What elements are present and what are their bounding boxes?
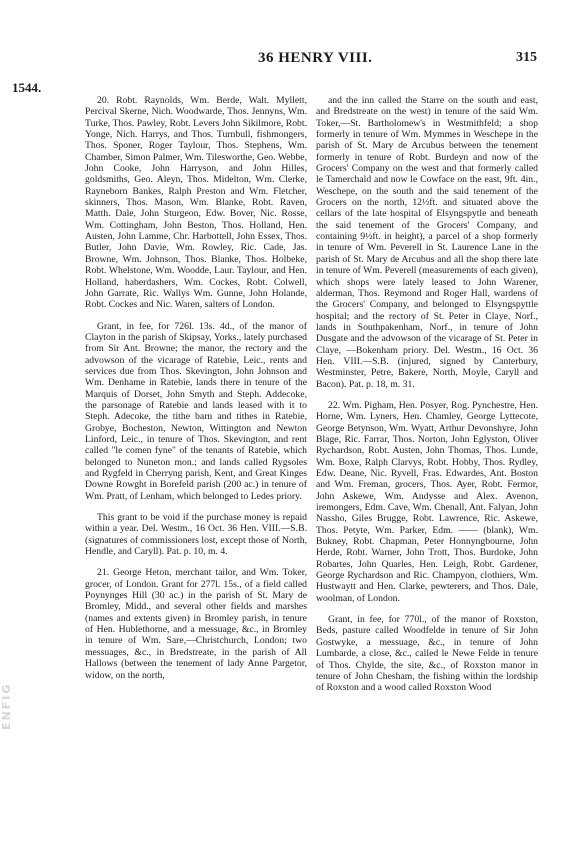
right-column xyxy=(316,95,538,704)
entry-22-grant: Grant, in fee, for 770l., of the manor of Roxston, Beds, pasture called Woodfelde in tenure of Sir John Gostwyke, a messuage, &c., in tenure of John Lumbarde, a close, &c., called le Newe Felde in tenure of Thos. Chylde, the site, &c., of Roxston manor in tenure of John Chesham, the fishing within the lordship of Roxston and a wood called Roxston Wood xyxy=(316,614,538,694)
page-number: 315 xyxy=(516,50,537,65)
entry-20-condition: This grant to be void if the purchase money is repaid within a year. Del. Westm., 16 Oct. 36 Hen. VIII.—S.B. (signatures of commissioners lost, except those of North, Hendle, and Caryll). Pat. p. 10, m. 4. xyxy=(85,512,307,558)
entry-21-continued: and the inn called the Starre on the south and east, and Bredstreate on the west) in tenure of the said Wm. Toker,—St. Bartholomew's in Westmithfeld; a shop formerly in tenure of Wm. Mymmes in Weschepe in the parish of St. Mary de Arcubus between the tenement formerly in tenure of Robt. Burdeyn and now of the Grocers' Company on the west and that formerly called le Tamerchald and now le Cowface on the east, 9ft. 4in., Weschepe, on the south and the said tenement of the Grocers on the north, 12½ft. and situated above the cellars of the late hospital of Elsyngspytle and beneath the said tenement of the Grocers' Company, and containing 9½ft. in height), a parcel of a shop formerly in tenure of Wm. Peverell in St. Laurence Lane in the parish of St. Mary de Arcubus and all the shop there late in tenure of Wm. Peverell (measurements of each given), which shops were lately leased to John Warener, alderman, Thos. Reymond and Roger Hall, wardens of the Grocers' Company, and belonged to Elsyngspyttle hospital; and the rectory of St. Peter in Claye, Norf., lands in Southpakenham, Norf., in tenure of John Dusgate and the advowson of the vicarage of St. Peter in Claye, —Bokenham priory. Del. Westm., 16 Oct. 36 Hen. VIII.—S.B. (injured, signed by Canterbury, Westminster, Petre, Bakere, North, Moyle, Caryll and Bacon). Pat. p. 18, m. 31. xyxy=(316,95,538,390)
running-title: 36 HENRY VIII. xyxy=(258,50,373,66)
entry-20-grantees: 20. Robt. Raynolds, Wm. Berde, Walt. Myllett, Percival Skerne, Nich. Woodwarde, Thos. Jennyns, Wm. Turke, Thos. Pawley, Robt. Levers John Sikilmore, Robt. Yonge, Nich. Harrys, and Thos. Turnbull, fishmongers, Thos. Sponer, Roger Taylour, Thos. Stephens, Wm. Chamber, Simon Palmer, Wm. Tilesworthe, Geo. Webbe, John Cooke, John Harryson, and John Hilles, goldsmiths, Geo. Aleyn, Thos. Midelton, Wm. Clerke, Rayneborn Bankes, Ralph Preston and Wm. Fletcher, skinners, Thos. Mason, Wm. Blanke, Robt. Raven, Matth. Dale, John Sturgeon, Edw. Bover, Nic. Rosse, Wm. Cottingham, John Beston, Thos. Holland, Hen. Austen, John Lamme, Chr. Harbottell, John Essex, Thos. Butler, John Davie, Wm. Rowley, Ric. Cade, Jas. Browne, Wm. Johnson, Thos. Blanke, Thos. Holbeke, Robt. Whelstone, Wm. Woodde, Laur. Taylour, and Hen. Holland, haberdashers, Wm. Cockes, Robt. Colwell, John Garrate, Ric. Wallys Wm. Gunne, John Holande, Robt. Cockes and Nic. Waren, salters of London. xyxy=(85,95,307,311)
entry-20-grant: Grant, in fee, for 726l. 13s. 4d., of the manor of Clayton in the parish of Skipsay, Yorks., lately purchased from Sir Ant. Browne; the manor, the rectory and the advowson of the vicarage of Ratebie, Leic., rents and services due from Thos. Skevington, John Johnson and Wm. Denhame in Ratebie, lands there in tenure of the Marquis of Dorset, John Smyth and Steph. Addecoke, the parsonage of Ratebie and lands leased with it to Steph. Adecoke, the tithe barn and tithes in Ratebie, Grobye, Bocheston, Newton, Wittington and Newton Linford, Leic., in tenure of Thos. Skevington, and rent called "le comen fyne" of the tenants of Ratebie, which belonged to Nuneton mon.; and lands called Rygsoles and Rygfeld in Cherryng parish, Kent, and Great Kinges Downe Rowght in Borefeld parish (200 ac.) in tenure of Wm. Pratt, of Lenham, which belonged to Ledes priory. xyxy=(85,320,307,502)
running-header xyxy=(0,50,567,70)
left-column xyxy=(85,95,307,691)
entry-21: 21. George Heton, merchant tailor, and Wm. Toker, grocer, of London. Grant for 277l. 15s., of a field called Poynynges Hill (30 ac.) in the parish of St. Mary de Bromley, Midd., and several other fields and marshes (names and extents given) in Bromley parish, in tenure of Hen. Hublethorne, and a messuage, &c., in Bromley in tenure of Wm. Sare,—Christchurch, London; two messuages, &c., in Bredstreate, in the parish of All Hallows (between the tenement of lady Anne Pargetor, widow, on the north, xyxy=(85,567,307,681)
margin-year: 1544. xyxy=(12,80,42,95)
entry-22-grantees: 22. Wm. Pigham, Hen. Posyer, Rog. Pynchestre, Hen. Horne, Wm. Lyners, Hen. Chamley, George Lyttecote, George Betynson, Wm. Wyatt, Arthur Devonshyre, John Blage, Ric. Farrar, Thos. Norton, John Eglyston, Oliver Rychardson, Robt. Austen, John Thomas, Thos. Lunde, Wm. Boxe, Ralph Clarvys, Robt. Hobby, Thos. Rydley, Edw. Deane, Nic. Ryvell, Fras. Edwardes, Ant. Boston and Wm. Freman, grocers, Thos. Ayer, Robt. Fermor, John Askewe, Wm. Andysse and Alex. Avenon, iremongers, Edm. Cave, Wm. Chenall, Ant. Falyan, John Nassho, Giles Brugge, Robt. Lawrence, Ric. Askewe, Thos. Petyte, Wm. Parker, Edm. —— (blank), Wm. Bukney, Robt. Chapman, Peter Honnyngbourne, John Herde, Robt. Warner, John Trott, Thos. Burdoke, John Robartes, John Quarles, Hen. Leigh, Robt. Gardener, George Rychardson and Ric. Champyon, clothiers, Wm. Hustwaytt and Hen. Clarke, pewterers, and Thos. Dale, woolman, of London. xyxy=(316,399,538,604)
watermark-stamp: ENFIG xyxy=(0,682,13,730)
